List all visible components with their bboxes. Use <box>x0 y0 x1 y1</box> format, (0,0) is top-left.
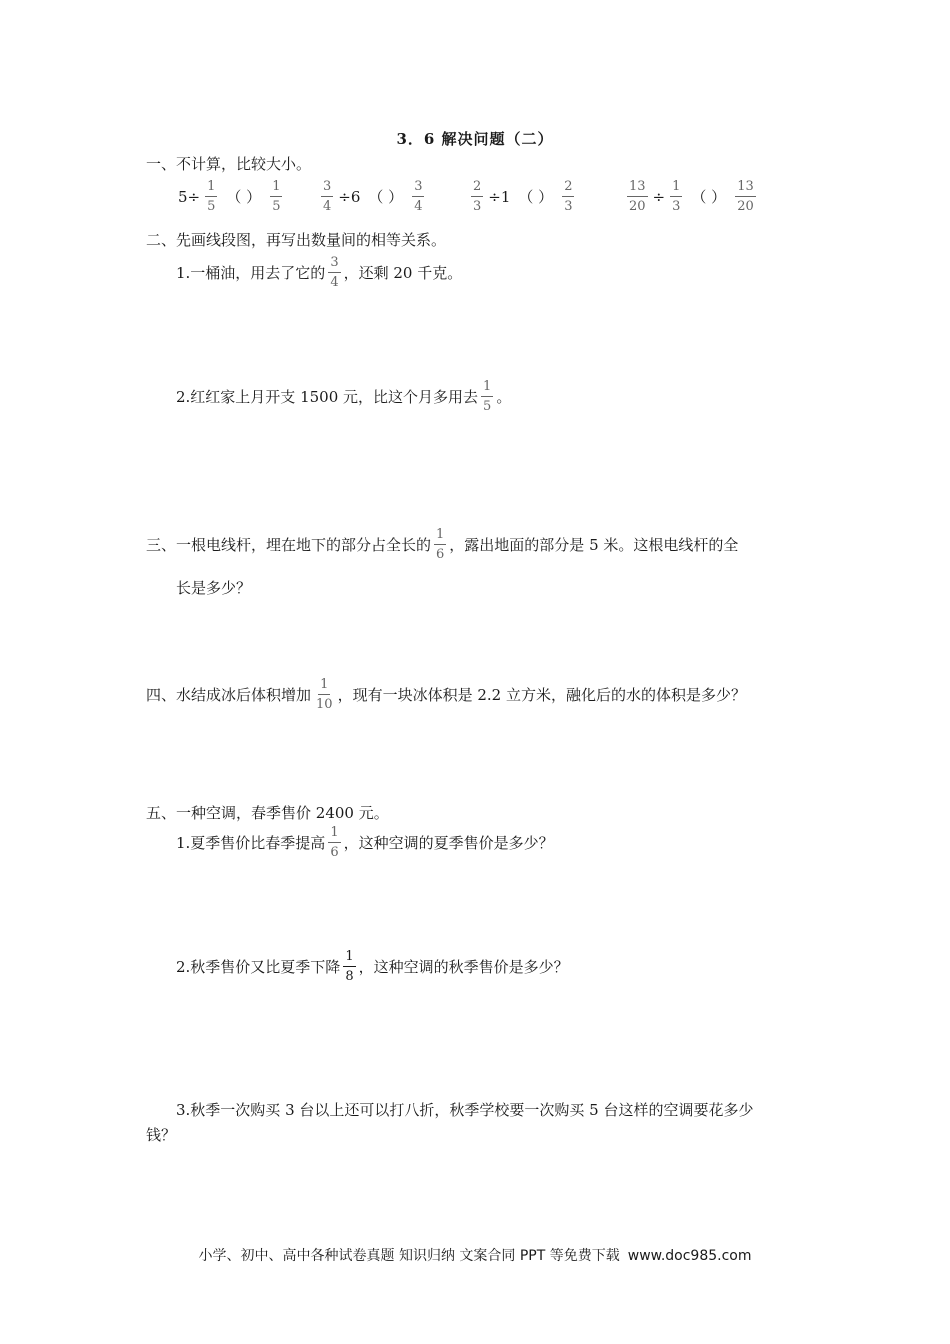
page-title: 3．6 解决问题（二） <box>396 130 554 148</box>
footer-text: 小学、初中、高中各种试卷真题 知识归纳 文案合同 PPT 等免费下载 <box>198 1248 620 1264</box>
fraction: $\frac{1}{5}$ <box>272 179 281 214</box>
fraction: $\frac{1}{3}$ <box>672 179 681 214</box>
footer-link[interactable]: www.doc985.com <box>627 1248 752 1264</box>
question-text: 1.夏季售价比春季提高 <box>176 834 326 852</box>
section1-heading: 一、不计算，比较大小。 <box>146 155 312 173</box>
fraction: $\frac{3}{4}$ <box>330 255 339 290</box>
question-text: ，这种空调的夏季售价是多少？ <box>343 834 554 852</box>
section3-question <box>146 528 738 561</box>
fraction: $\frac{1}{8}$ <box>345 949 354 984</box>
section5-question-3-line2: 钱？ <box>146 1126 177 1144</box>
question-text: 2.红红家上月开支 1500 元，比这个月多用去 <box>176 388 479 406</box>
operator: ÷1 <box>488 187 511 206</box>
section3-question-line2: 长是多少？ <box>176 579 252 597</box>
answer-blank: （ ） <box>518 188 554 206</box>
answer-blank: （ ） <box>226 188 262 206</box>
fraction: $\frac{1}{6}$ <box>436 527 445 562</box>
compare-item-2 <box>318 180 427 213</box>
fraction: $\frac{13}{20}$ <box>737 179 754 214</box>
question-text: ，露出地面的部分是 5 米。这根电线杆的全 <box>449 536 739 554</box>
section4-question <box>146 678 746 711</box>
operator: ÷6 <box>338 187 361 206</box>
question-text: 四、水结成冰后体积增加 <box>146 686 312 704</box>
question-text: 2.秋季售价又比夏季下降 <box>176 958 341 976</box>
compare-item-3 <box>468 180 577 213</box>
fraction: $\frac{2}{3}$ <box>564 179 573 214</box>
fraction: $\frac{3}{4}$ <box>414 179 423 214</box>
footer <box>0 1245 950 1265</box>
section5-question-1 <box>176 826 554 859</box>
question-text: 。 <box>496 388 512 406</box>
question-text: 1.一桶油，用去了它的 <box>176 264 326 282</box>
compare-left: 5÷ <box>178 187 201 206</box>
fraction: $\frac{2}{3}$ <box>473 179 482 214</box>
question-text: 三、一根电线杆，埋在地下的部分占全长的 <box>146 536 432 554</box>
fraction: $\frac{1}{6}$ <box>330 825 339 860</box>
fraction: $\frac{1}{10}$ <box>316 677 333 712</box>
compare-item-1 <box>176 180 285 213</box>
section5-heading: 五、一种空调，春季售价 2400 元。 <box>146 804 389 822</box>
section2-question-2 <box>176 380 511 413</box>
section5-question-3: 3.秋季一次购买 3 台以上还可以打八折，秋季学校要一次购买 5 台这样的空调要花多少 <box>176 1101 754 1119</box>
question-text: ，现有一块冰体积是 2.2 立方米，融化后的水的体积是多少？ <box>337 686 746 704</box>
fraction: $\frac{1}{5}$ <box>207 179 216 214</box>
question-text: ，这种空调的秋季售价是多少？ <box>358 958 569 976</box>
answer-blank: （ ） <box>691 188 727 206</box>
compare-item-4 <box>624 180 759 213</box>
fraction: $\frac{3}{4}$ <box>323 179 332 214</box>
operator: ÷ <box>652 187 666 206</box>
answer-blank: （ ） <box>368 188 404 206</box>
section2-question-1 <box>176 256 462 289</box>
fraction: $\frac{13}{20}$ <box>629 179 646 214</box>
section2-heading: 二、先画线段图，再写出数量间的相等关系。 <box>146 231 447 249</box>
section5-question-2 <box>176 950 569 983</box>
question-text: ，还剩 20 千克。 <box>343 264 463 282</box>
fraction: $\frac{1}{5}$ <box>483 379 492 414</box>
